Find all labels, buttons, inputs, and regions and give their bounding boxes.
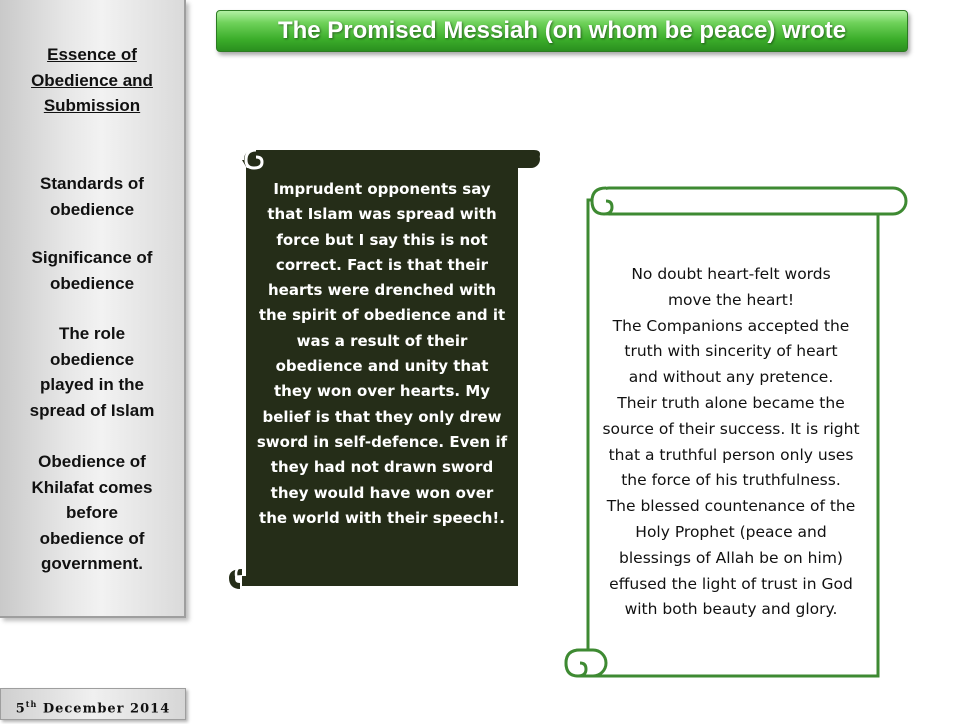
quote-line: hearts were drenched with [267,281,497,300]
quote-line: blessings of Allah be on him) [619,548,843,567]
sidebar-heading-line: Essence of [47,45,137,64]
sidebar-item-line: Standards of [40,174,144,193]
sidebar-item-line: before [66,503,118,522]
sidebar-item-line: government. [40,554,144,573]
quote-line: source of their success. It is right [602,419,860,438]
quote-line: force but I say this is not [276,230,488,249]
date-rest: December 2014 [37,701,171,717]
quote-line: effused the light of trust in God [609,574,853,593]
sidebar-heading-line: Obedience and [31,70,153,90]
quote-line: that Islam was spread with [267,205,497,224]
quote-line: Their truth alone became the [617,393,845,412]
quote-line: was a result of their [296,331,468,350]
sidebar-item-line: obedience [49,199,135,219]
quote-line: they would have won over [270,483,494,502]
quote-line: they had not drawn sword [270,458,494,477]
quote-line: No doubt heart-felt words [631,265,831,283]
sidebar-item-line: spread of Islam [29,400,155,420]
date-suffix: th [25,699,38,709]
quote-line: Holy Prophet (peace and [635,522,827,541]
quote-line: the spirit of obedience and it [258,306,506,325]
sidebar-item-line: played in the [40,375,144,394]
scroll-left-quote [251,177,513,531]
quote-line: truth with sincerity of heart [624,342,838,361]
quote-line: sword in self-defence. Even if [256,432,508,451]
quote-line: correct. Fact is that their [275,255,489,274]
quote-line: they won over hearts. My [273,382,491,401]
sidebar-item-line: Obedience of [38,452,146,471]
sidebar-item-line: obedience of [39,528,145,548]
quote-line: that a truthful person only uses [608,445,854,464]
sidebar-item-line: obedience [49,273,135,293]
sidebar-item-line: The role [58,324,126,343]
date-day: 5 [15,701,26,717]
scroll-right-quote [590,262,872,623]
quote-line: the force of his truthfulness. [621,471,841,490]
quote-line: The blessed countenance of the [606,497,856,516]
sidebar-item-line: Khilafat comes [31,477,153,497]
quote-line: Imprudent opponents say [273,180,491,198]
quote-line: obedience and unity that [275,357,489,376]
sidebar-heading-line: Submission [43,96,141,115]
quote-line: and without any pretence. [628,368,834,387]
quote-line: the world with their speech!. [259,508,505,527]
quote-line: belief is that they only drew [262,407,502,426]
quote-line: The Companions accepted the [612,316,850,335]
sidebar-item-line: obedience [49,349,135,369]
quote-line: move the heart! [667,290,795,309]
quote-line: with both beauty and glory. [624,600,838,619]
sidebar-item-line: Significance of [31,248,153,267]
page-title: The Promised Messiah (on whom be peace) wrote [277,17,847,44]
